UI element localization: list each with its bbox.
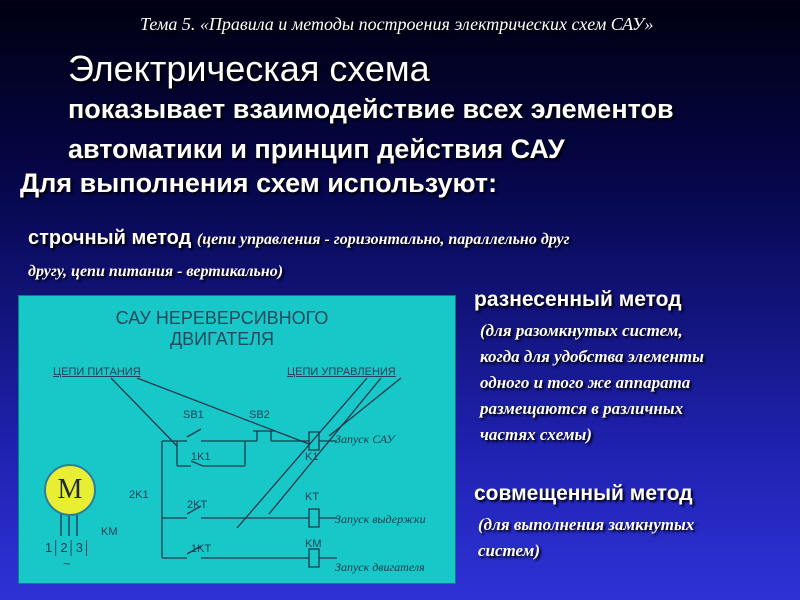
kt-coil-label: KT <box>305 491 320 503</box>
slide-topic: Тема 5. «Правила и методы построения электрических схем САУ» <box>140 14 654 34</box>
row-method-note-2: другу, цепи питания - вертикально) <box>28 263 284 280</box>
diagram-title-line-2: ДВИГАТЕЛЯ <box>169 329 275 349</box>
tilde-label: ~ <box>63 556 71 571</box>
spread-note-line: частях схемы) <box>480 425 592 444</box>
combined-method-note <box>478 512 694 564</box>
sb1-label: SB1 <box>183 409 204 421</box>
motor-symbol: М <box>44 464 96 516</box>
row-method-title: строчный метод <box>28 227 192 249</box>
combined-method-title: совмещенный метод <box>474 482 693 505</box>
control-circuits-label: ЦЕПИ УПРАВЛЕНИЯ <box>287 366 396 378</box>
kt1-contact-label: 1KT <box>191 543 212 555</box>
start-motor-caption: Запуск двигателя <box>335 560 425 574</box>
k1-coil-label: K1 <box>305 451 319 463</box>
motor-contacts-label: KM <box>101 526 118 538</box>
combined-note-line: (для выполнения замкнутых <box>478 515 695 534</box>
diagram-title-line-1: САУ НЕРЕВЕРСИВНОГО <box>115 308 329 328</box>
spread-method-title: разнесенный метод <box>474 288 682 311</box>
slide-heading: Электрическая схема <box>68 48 430 89</box>
circuit-diagram <box>18 295 456 584</box>
description-line-1: показывает взаимодействие всех элементов <box>68 94 674 124</box>
spread-method-note <box>480 318 704 448</box>
sb2-label: SB2 <box>249 409 270 421</box>
spread-note-line: размещаются в различных <box>480 399 684 418</box>
kt2-contact-label: 2KT <box>187 499 208 511</box>
diagram-title <box>91 308 353 350</box>
power-circuits-label: ЦЕПИ ПИТАНИЯ <box>53 366 141 378</box>
row-method-note-1: (цепи управления - горизонтально, параллельно друг <box>196 231 570 248</box>
start-sau-caption: Запуск САУ <box>335 432 395 446</box>
spread-note-line: одного и того же аппарата <box>480 373 691 392</box>
spread-note-line: когда для удобства элементы <box>480 347 704 366</box>
phases-label: 1│2│3│ <box>45 540 92 555</box>
spread-note-line: (для разомкнутых систем, <box>480 321 683 340</box>
k1-contact-label: 1K1 <box>191 451 211 463</box>
combined-note-line: систем) <box>478 541 540 560</box>
description-line-2: автоматики и принцип действия САУ <box>68 134 565 164</box>
methods-intro: Для выполнения схем используют: <box>20 168 498 198</box>
start-delay-caption: Запуск выдержки <box>335 512 426 526</box>
km-coil-label: KM <box>305 538 322 550</box>
row-method <box>28 223 718 287</box>
k2-contact-label: 2K1 <box>129 489 149 501</box>
